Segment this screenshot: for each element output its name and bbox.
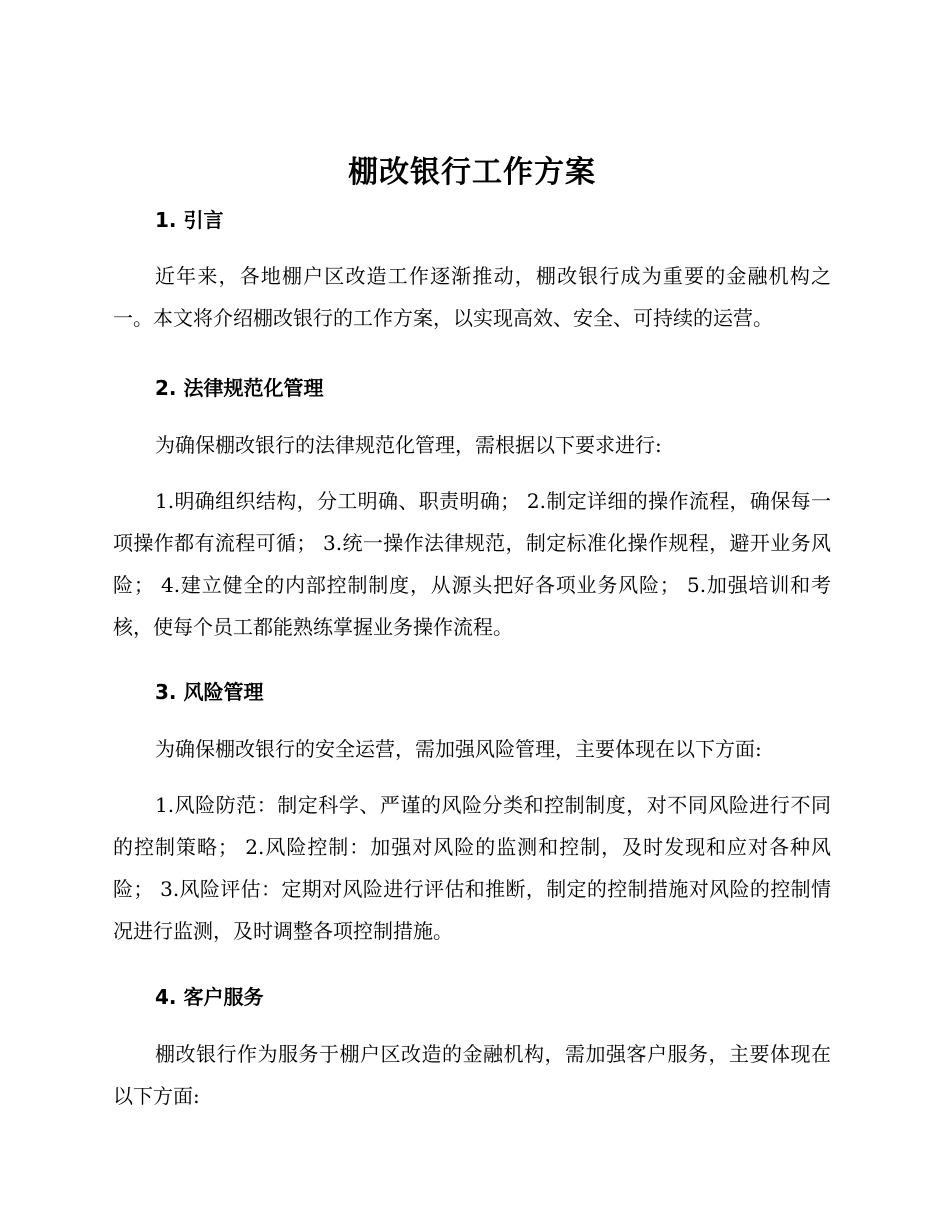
section-heading-legal-management: 2. 法律规范化管理 xyxy=(155,376,324,400)
section-paragraph: 棚改银行作为服务于棚户区改造的金融机构，需加强客户服务，主要体现在以下方面: xyxy=(113,1042,831,1108)
section-paragraph: 1.风险防范：制定科学、严谨的风险分类和控制制度，对不同风险进行不同的控制策略； 2.风险控制：加强对风险的监测和控制，及时发现和应对各种风险； 3.风险评估：定期对风险进行评估和推断，制定的控制措施对风险的控制情况进行监测，及时调整各项控制措施。 xyxy=(113,793,831,943)
section-heading-risk-management: 3. 风险管理 xyxy=(155,680,264,704)
section-paragraph: 为确保棚改银行的安全运营，需加强风险管理，主要体现在以下方面: xyxy=(155,737,762,761)
section-paragraph: 1.明确组织结构，分工明确、职责明确； 2.制定详细的操作流程，确保每一项操作都有流程可循； 3.统一操作法律规范，制定标准化操作规程，避开业务风险； 4.建立健全的内部控制制度，从源头把好各项业务风险； 5.加强培训和考核，使每个员工都能熟练掌握业务操作流程。 xyxy=(113,489,831,639)
section-paragraph: 近年来，各地棚户区改造工作逐渐推动，棚改银行成为重要的金融机构之一。本文将介绍棚改银行的工作方案，以实现高效、安全、可持续的运营。 xyxy=(113,264,831,330)
document-body xyxy=(113,150,831,1117)
section-heading-introduction: 1. 引言 xyxy=(155,208,224,232)
section-heading-customer-service: 4. 客户服务 xyxy=(155,985,264,1009)
section-paragraph: 为确保棚改银行的法律规范化管理，需根据以下要求进行: xyxy=(155,433,662,457)
document-title: 棚改银行工作方案 xyxy=(348,155,596,190)
